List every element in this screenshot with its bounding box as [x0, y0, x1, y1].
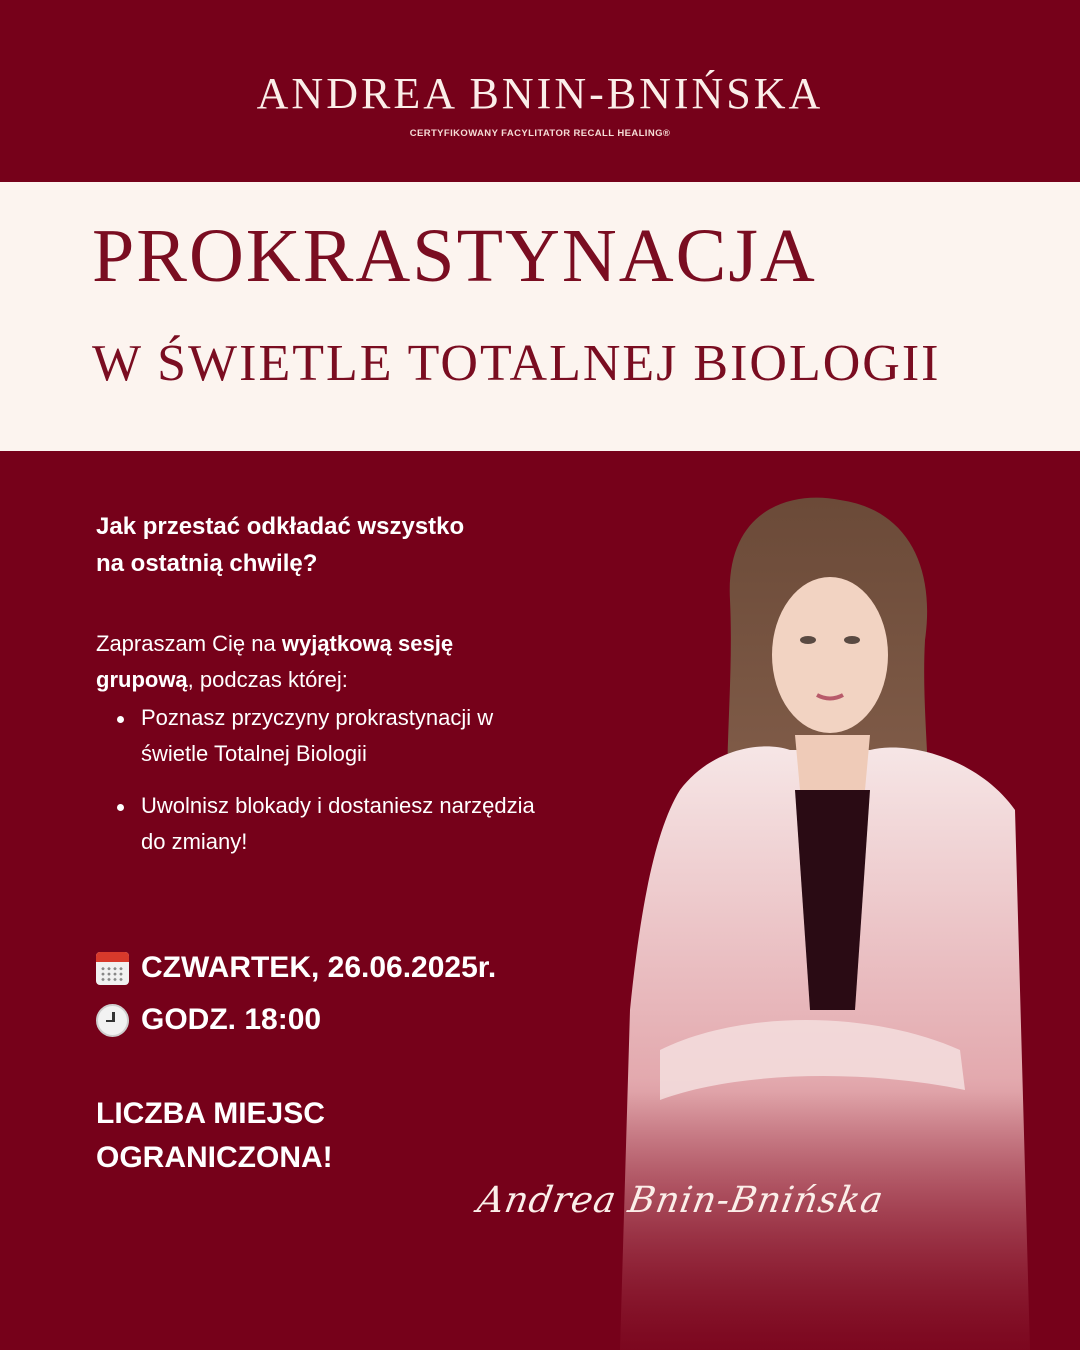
- limited-seats-notice: [96, 1092, 333, 1180]
- calendar-icon: [96, 952, 129, 985]
- list-item: Uwolnisz blokady i dostaniesz narzędzia do zmiany!: [141, 788, 561, 860]
- description-column: [96, 508, 596, 876]
- brand-subtitle: CERTYFIKOWANY FACYLITATOR RECALL HEALING®: [409, 128, 671, 139]
- event-date-text: CZWARTEK, 26.06.2025r.: [141, 951, 497, 984]
- event-time: [96, 1003, 321, 1037]
- limit-line-2: OGRANICZONA!: [96, 1141, 333, 1174]
- page-title: PROKRASTYNACJA: [92, 214, 817, 298]
- portrait-photo: [620, 490, 1030, 1350]
- invite-pre: Zapraszam Cię na: [96, 631, 282, 656]
- brand-name: ANDREA BNIN-BNIŃSKA: [256, 69, 824, 118]
- benefits-list: [96, 700, 596, 860]
- clock-icon: [96, 1004, 129, 1037]
- list-item: Poznasz przyczyny prokrastynacji w świetle Totalnej Biologii: [141, 700, 561, 772]
- invitation-text: [96, 626, 536, 698]
- page-subtitle: W ŚWIETLE TOTALNEJ BIOLOGII: [92, 335, 941, 392]
- invite-bold: wyjątkową sesję grupową: [96, 631, 454, 692]
- header: [0, 0, 1080, 182]
- question-line-2: na ostatnią chwilę?: [96, 550, 318, 577]
- invite-post: , podczas której:: [187, 667, 348, 692]
- event-date: [96, 951, 496, 985]
- signature: Andrea Bnin-Bnińska: [474, 1180, 887, 1221]
- event-time-text: GODZ. 18:00: [141, 1003, 322, 1036]
- question: [96, 508, 576, 582]
- question-line-1: Jak przestać odkładać wszystko: [96, 513, 465, 540]
- limit-line-1: LICZBA MIEJSC: [96, 1097, 325, 1130]
